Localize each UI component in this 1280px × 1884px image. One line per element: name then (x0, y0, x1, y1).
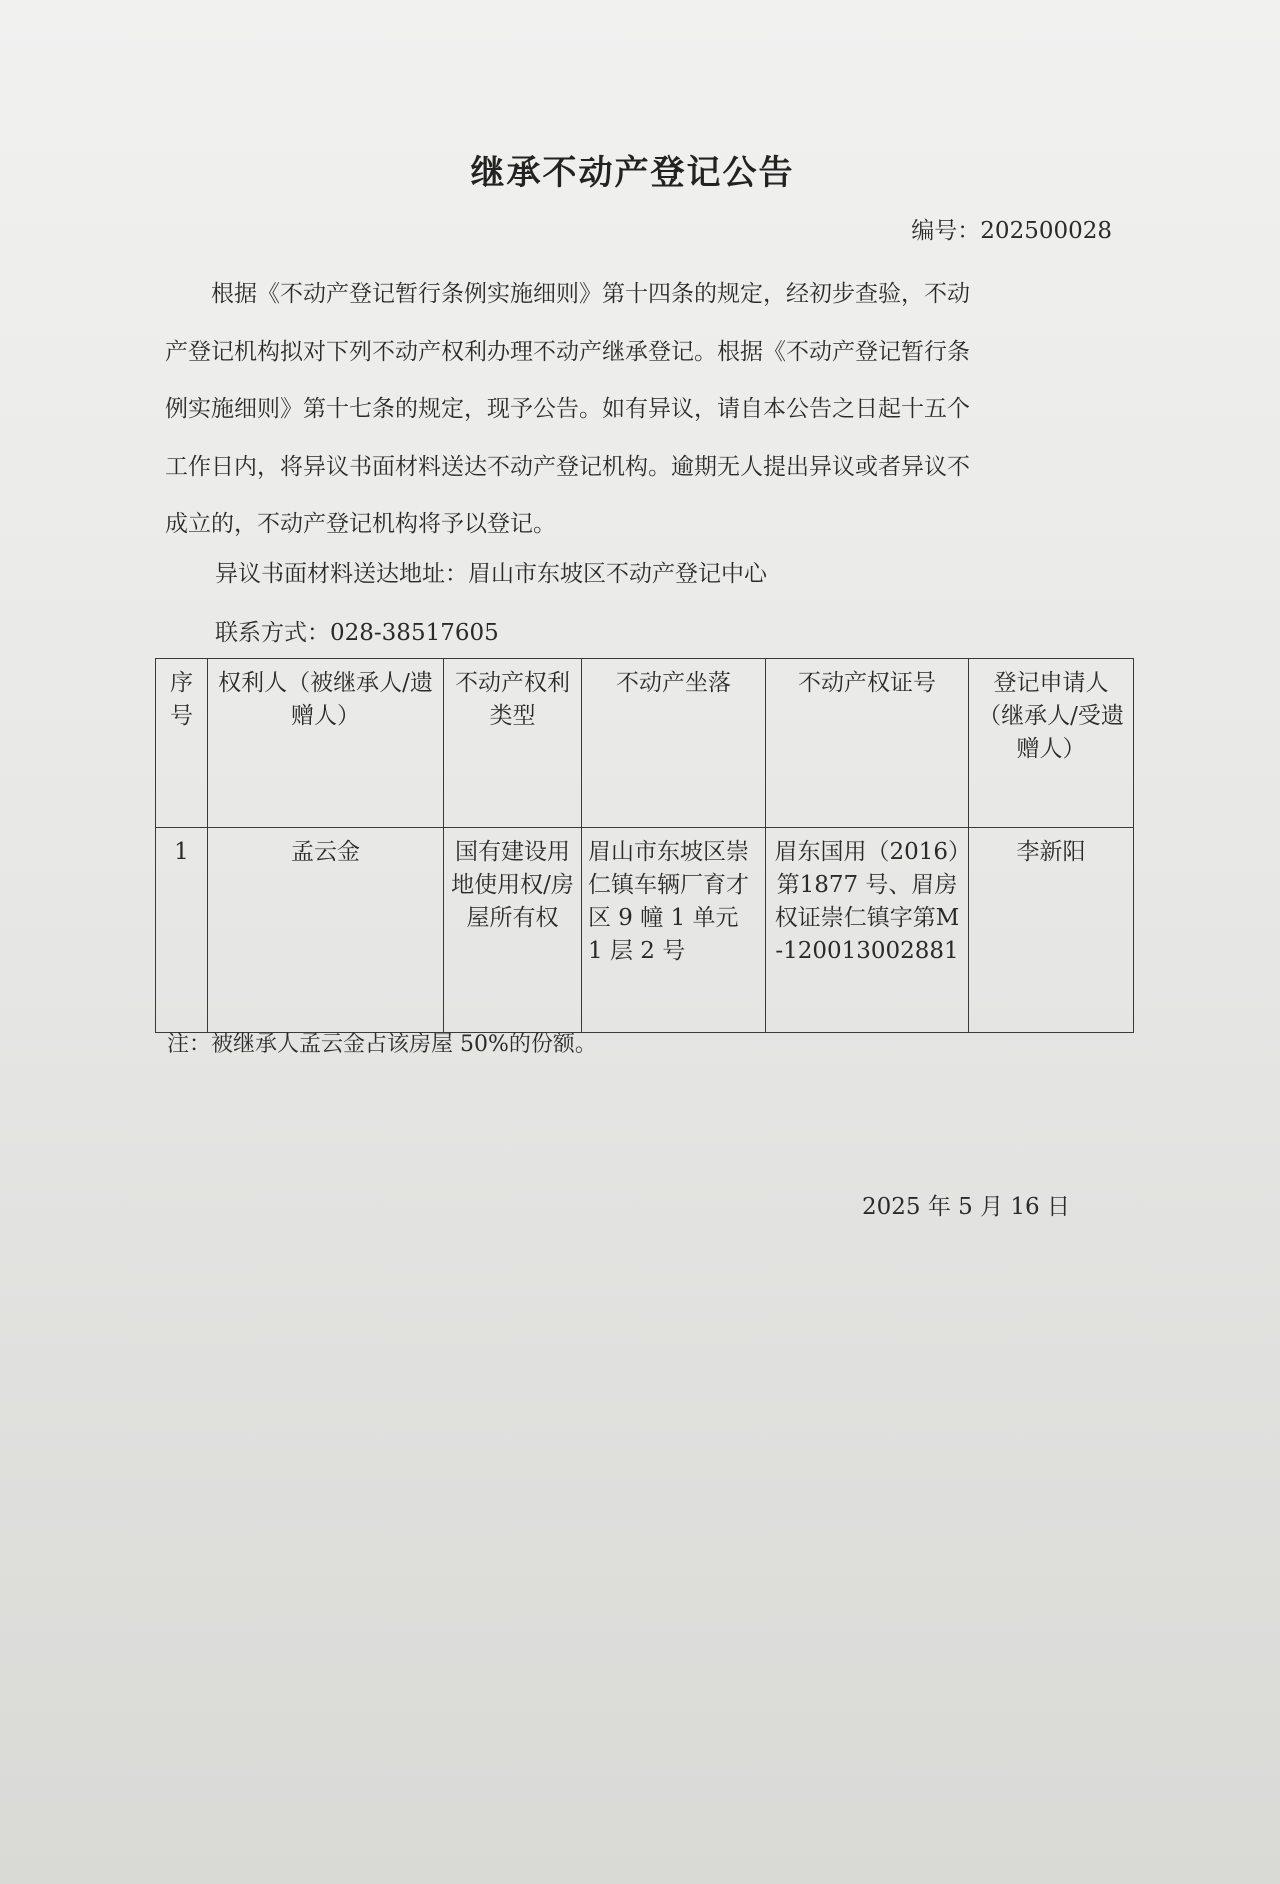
header-applicant: 登记申请人（继承人/受遗赠人） (969, 659, 1134, 828)
notice-date: 2025 年 5 月 16 日 (862, 1194, 1070, 1220)
notice-number: 编号：202500028 (911, 218, 1112, 244)
header-location: 不动产坐落 (582, 659, 766, 828)
header-holder: 权利人（被继承人/遗赠人） (208, 659, 444, 828)
cell-applicant: 李新阳 (969, 828, 1134, 1033)
cell-holder: 孟云金 (208, 828, 444, 1033)
body-line: 成立的，不动产登记机构将予以登记。 (165, 511, 556, 537)
notice-title: 继承不动产登记公告 (470, 153, 795, 193)
objection-address: 异议书面材料送达地址：眉山市东坡区不动产登记中心 (215, 561, 767, 587)
table-header-row (156, 659, 1134, 828)
cell-right-type: 国有建设用地使用权/房屋所有权 (444, 828, 582, 1033)
body-line: 工作日内，将异议书面材料送达不动产登记机构。逾期无人提出异议或者异议不 (165, 453, 970, 480)
cell-seq: 1 (156, 828, 208, 1033)
header-certificate: 不动产权证号 (766, 659, 969, 828)
cell-certificate: 眉东国用（2016）第1877 号、眉房权证崇仁镇字第M-120013002881 (766, 828, 969, 1033)
table-row (156, 828, 1134, 1033)
body-line: 根据《不动产登记暂行条例实施细则》第十四条的规定，经初步查验，不动 (211, 281, 970, 307)
table-note: 注：被继承人孟云金占该房屋 50%的份额。 (167, 1032, 597, 1057)
body-line: 例实施细则》第十七条的规定，现予公告。如有异议，请自本公告之日起十五个 (165, 396, 970, 422)
notice-body (165, 266, 1045, 554)
registration-table (155, 658, 1134, 1033)
header-right-type: 不动产权利类型 (444, 659, 582, 828)
header-seq: 序号 (156, 659, 208, 828)
contact-info: 联系方式：028-38517605 (215, 620, 499, 646)
cell-location: 眉山市东坡区崇仁镇车辆厂育才区 9 幢 1 单元 1 层 2 号 (582, 828, 766, 1033)
body-line: 产登记机构拟对下列不动产权利办理不动产继承登记。根据《不动产登记暂行条 (165, 338, 970, 365)
